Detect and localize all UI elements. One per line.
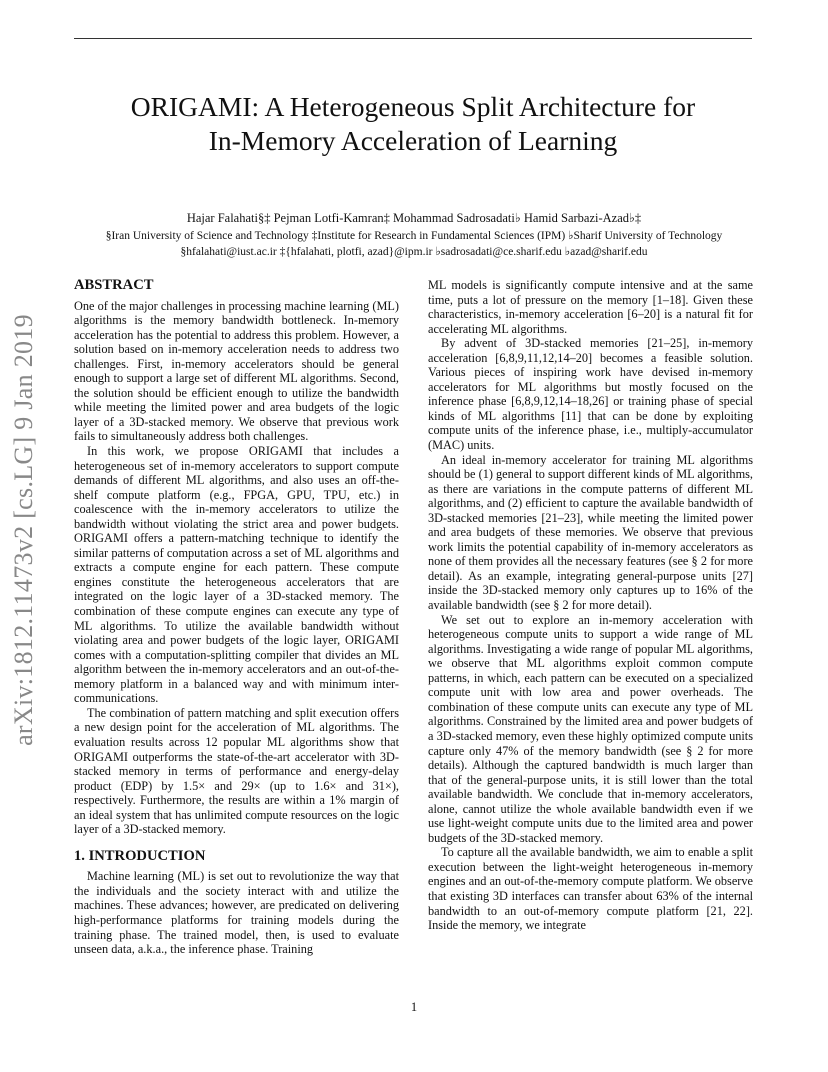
title-line-1: ORIGAMI: A Heterogeneous Split Architecture for	[130, 91, 696, 122]
paper-title	[74, 90, 752, 158]
abstract-paragraph-1: One of the major challenges in processing machine learning (ML) algorithms is the memory bandwidth bottleneck. In-memory acceleration has the potential to address this problem. However, a solution based on in-memory acceleration needs to address two challenges. First, in-memory accelerators should be general enough to support a large set of different ML algorithms. Second, the solution should be efficient enough to utilize the bandwidth while meeting the limited power and area budgets of the logic layer of a 3D-stacked memory. We observe that previous work fails to simultaneously address both challenges.	[74, 298, 399, 444]
right-column	[428, 278, 753, 933]
affiliations: §Iran University of Science and Technology ‡Institute for Research in Fundamental Sciences (IPM) ♭Sharif University of Technology	[105, 230, 723, 242]
arxiv-sidebar	[4, 300, 44, 760]
author-list: Hajar Falahati§‡ Pejman Lotfi-Kamran‡ Mohammad Sadrosadati♭ Hamid Sarbazi-Azad♭‡	[186, 211, 642, 225]
introduction-paragraph-1: Machine learning (ML) is set out to revolutionize the way that the individuals and the society interact with and utilize the machines. These advances; however, are predicated on delivering high-performance platforms for training models during the training phase. The trained model, then, is used to evaluate unseen data, a.k.a., the inference phase. Training	[74, 869, 399, 957]
abstract-paragraph-2: In this work, we propose ORIGAMI that includes a heterogeneous set of in-memory accelerators to support compute demands of different ML algorithms, and also uses an off-the-shelf compute platform (e.g., FPGA, GPU, TPU, etc.) in coalescence with the in-memory accelerators to utilize the bandwidth without violating the strict area and power budgets. ORIGAMI offers a pattern-matching technique to identify the similar patterns of computation across a set of ML algorithms and extracts a compute engine for each pattern. These compute engines constitute the heterogeneous accelerators that are integrated on the logic layer of a 3D-stacked memory. The combination of these compute engines can execute any type of ML algorithms. To utilize the available bandwidth without violating area and power budgets of the logic layer, ORIGAMI comes with a computation-splitting compiler that divides an ML algorithm between the in-memory accelerators and an out-of-the-memory platform in a balanced way and with minimum inter-communications.	[74, 444, 399, 706]
abstract-paragraph-3: The combination of pattern matching and split execution offers a new design point for the acceleration of ML algorithms. The evaluation results across 12 popular ML algorithms show that ORIGAMI outperforms the state-of-the-art accelerator with 3D-stacked memory in terms of performance and energy-delay product (EDP) by 1.5× and 29× (up to 1.6× and 31×), respectively. Furthermore, the results are within a 1% margin of an ideal system that has unlimited compute resources on the logic layer of a 3D-stacked memory.	[74, 705, 399, 837]
intro-paragraph-5: To capture all the available bandwidth, we aim to enable a split execution between the light-weight heterogeneous in-memory engines and an out-of-the-memory compute platform. We observe that existing 3D interfaces can transfer about 63% of the internal bandwidth to an out-of-memory compute platform [21, 22]. Inside the memory, we integrate	[428, 845, 753, 933]
email-addresses: §hfalahati@iust.ac.ir ‡{hfalahati, plotfi, azad}@ipm.ir ♭sadrosadati@ce.sharif.edu ♭azad@sharif.edu	[180, 246, 648, 258]
header-rule	[74, 38, 752, 39]
arxiv-identifier[interactable]: arXiv:1812.11473v2 [cs.LG] 9 Jan 2019	[9, 314, 38, 746]
intro-paragraph-continued: ML models is significantly compute intensive and at the same time, puts a lot of pressure on the memory [1–18]. Given these characteristics, in-memory acceleration [6–20] is a natural fit for accelerating ML algorithms.	[428, 278, 753, 336]
abstract-heading: ABSTRACT	[74, 277, 154, 293]
intro-paragraph-2: By advent of 3D-stacked memories [21–25], in-memory acceleration [6,8,9,11,12,14–20] becomes a feasible solution. Various pieces of inspiring work have devised in-memory accelerators for ML algorithms but mostly focused on the inference phase [6,8,9,12,14–18,26] or training phase of special kinds of ML algorithms [11] that can be done by exploiting compute units of the inference phase, i.e., multiply-accumulator (MAC) units.	[428, 336, 753, 453]
introduction-heading: 1. INTRODUCTION	[74, 847, 206, 864]
left-column	[74, 278, 399, 957]
intro-paragraph-3: An ideal in-memory accelerator for training ML algorithms should be (1) general to support different kinds of ML algorithms, as there are variations in the compute patterns of different ML algorithms, and (2) efficient to capture the available bandwidth of 3D-stacked memories [21–23], while meeting the limited power and area budgets of these memories. We observe that previous work limits the potential capability of in-memory accelerators as none of them provides all the necessary features (see § 2 for more detail). As an example, integrating general-purpose units [27] inside the 3D-stacked memory only captures up to 16% of the available bandwidth (see § 2 for more detail).	[428, 452, 753, 613]
page-number: 1	[410, 1000, 418, 1014]
title-line-2: In-Memory Acceleration of Learning	[208, 125, 618, 156]
intro-paragraph-4: We set out to explore an in-memory acceleration with heterogeneous compute units to support a wide range of ML algorithms. Investigating a wide range of popular ML algorithms, we observe that ML algorithms exploit common compute patterns, in which, each pattern can be executed on a specialized compute unit with low area and power overheads. The combination of these compute units can execute any type of ML algorithms. Constrained by the limited area and power budgets of a 3D-stacked memory, even these highly optimized compute units capture only 47% of the memory bandwidth (see § 2 for more details). Although the captured bandwidth is much larger than that of the general-purpose units, it is still lower than the total available bandwidth. We conclude that in-memory accelerators, alone, cannot utilize the whole available bandwidth even if we use light-weight compute units due to the limited area and power budgets of the 3D-stacked memory.	[428, 612, 753, 845]
